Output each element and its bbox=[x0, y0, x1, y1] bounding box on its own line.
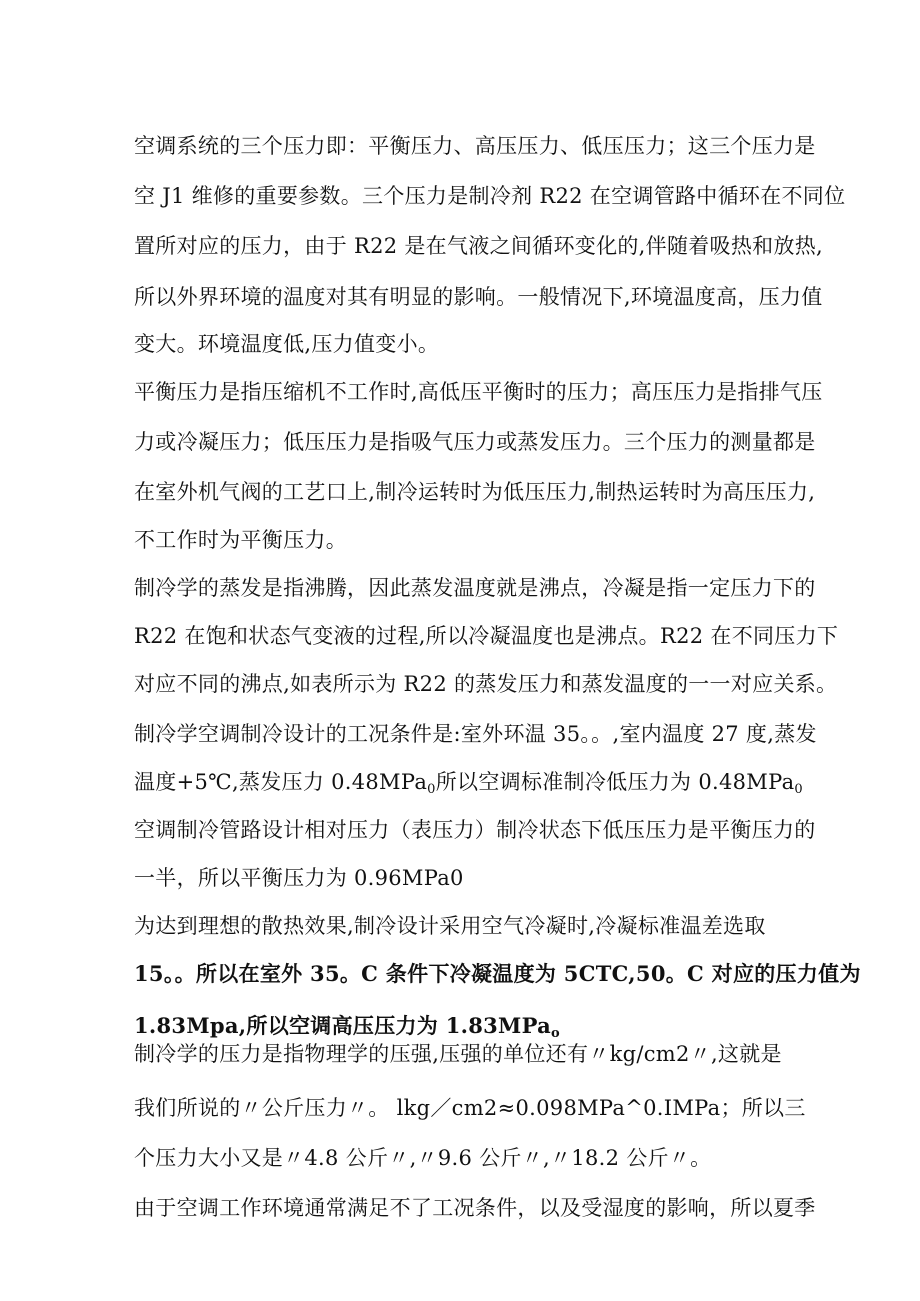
text-line-9: 不工作时为平衡压力。 bbox=[134, 528, 347, 552]
text-line-3: 置所对应的压力，由于 R22 是在气液之间循环变化的,伴随着吸热和放热, bbox=[134, 234, 824, 258]
text-line-10: 制冷学的蒸发是指沸腾，因此蒸发温度就是沸点，冷凝是指一定压力下的 bbox=[134, 576, 816, 600]
text-line-11: R22 在饱和状态气变液的过程,所以冷凝温度也是沸点。R22 在不同压力下 bbox=[134, 624, 839, 648]
text-line-1: 空调系统的三个压力即：平衡压力、高压压力、低压压力；这三个压力是 bbox=[134, 134, 816, 158]
text-line-23: 由于空调工作环境通常满足不了工况条件，以及受湿度的影响，所以夏季 bbox=[134, 1196, 816, 1220]
text-line-20: 制冷学的压力是指物理学的压强,压强的单位还有〃kg/cm2〃,这就是 bbox=[134, 1042, 782, 1066]
text-line-5: 变大。环境温度低,压力值变小。 bbox=[134, 332, 440, 356]
text-line-14-part-b: 所以空调标准制冷低压力为 0.48MPa bbox=[435, 770, 795, 794]
text-line-17: 为达到理想的散热效果,制冷设计采用空气冷凝时,冷凝标准温差选取 bbox=[134, 914, 766, 938]
text-line-6: 平衡压力是指压缩机不工作时,高低压平衡时的压力；高压压力是指排气压 bbox=[134, 380, 823, 404]
text-line-8: 在室外机气阀的工艺口上,制冷运转时为低压压力,制热运转时为高压压力, bbox=[134, 480, 816, 504]
text-line-12: 对应不同的沸点,如表所示为 R22 的蒸发压力和蒸发温度的一一对应关系。 bbox=[134, 672, 838, 696]
text-line-2: 空 J1 维修的重要参数。三个压力是制冷剂 R22 在空调管路中循环在不同位 bbox=[134, 184, 846, 208]
text-line-18: 15。。所以在室外 35。C 条件下冷凝温度为 5CTC,50。C 对应的压力值为 bbox=[134, 961, 861, 986]
text-line-16: 一半，所以平衡压力为 0.96MPa0 bbox=[134, 866, 464, 890]
text-line-14-part-a: 温度+5℃,蒸发压力 0.48MPa bbox=[134, 770, 428, 794]
text-line-7: 力或冷凝压力；低压压力是指吸气压力或蒸发压力。三个压力的测量都是 bbox=[134, 430, 816, 454]
text-line-22: 个压力大小又是〃4.8 公斤〃,〃9.6 公斤〃,〃18.2 公斤〃。 bbox=[134, 1146, 712, 1170]
text-line-21: 我们所说的〃公斤压力〃。 lkg／cm2≈0.098MPa^0.IMPa；所以三 bbox=[134, 1096, 806, 1120]
text-line-4: 所以外界环境的温度对其有明显的影响。一般情况下,环境温度高，压力值 bbox=[134, 285, 823, 309]
subscript-c: o bbox=[551, 1026, 561, 1041]
text-line-19-main: 1.83Mpa,所以空调高压压力为 1.83MPa bbox=[134, 1013, 552, 1038]
text-line-13: 制冷学空调制冷设计的工况条件是:室外环温 35。。,室内温度 27 度,蒸发 bbox=[134, 722, 817, 746]
subscript-a: 0 bbox=[427, 782, 436, 797]
text-line-14 bbox=[134, 768, 814, 804]
text-line-15: 空调制冷管路设计相对压力（表压力）制冷状态下低压压力是平衡压力的 bbox=[134, 818, 816, 842]
subscript-b: 0 bbox=[794, 782, 803, 797]
